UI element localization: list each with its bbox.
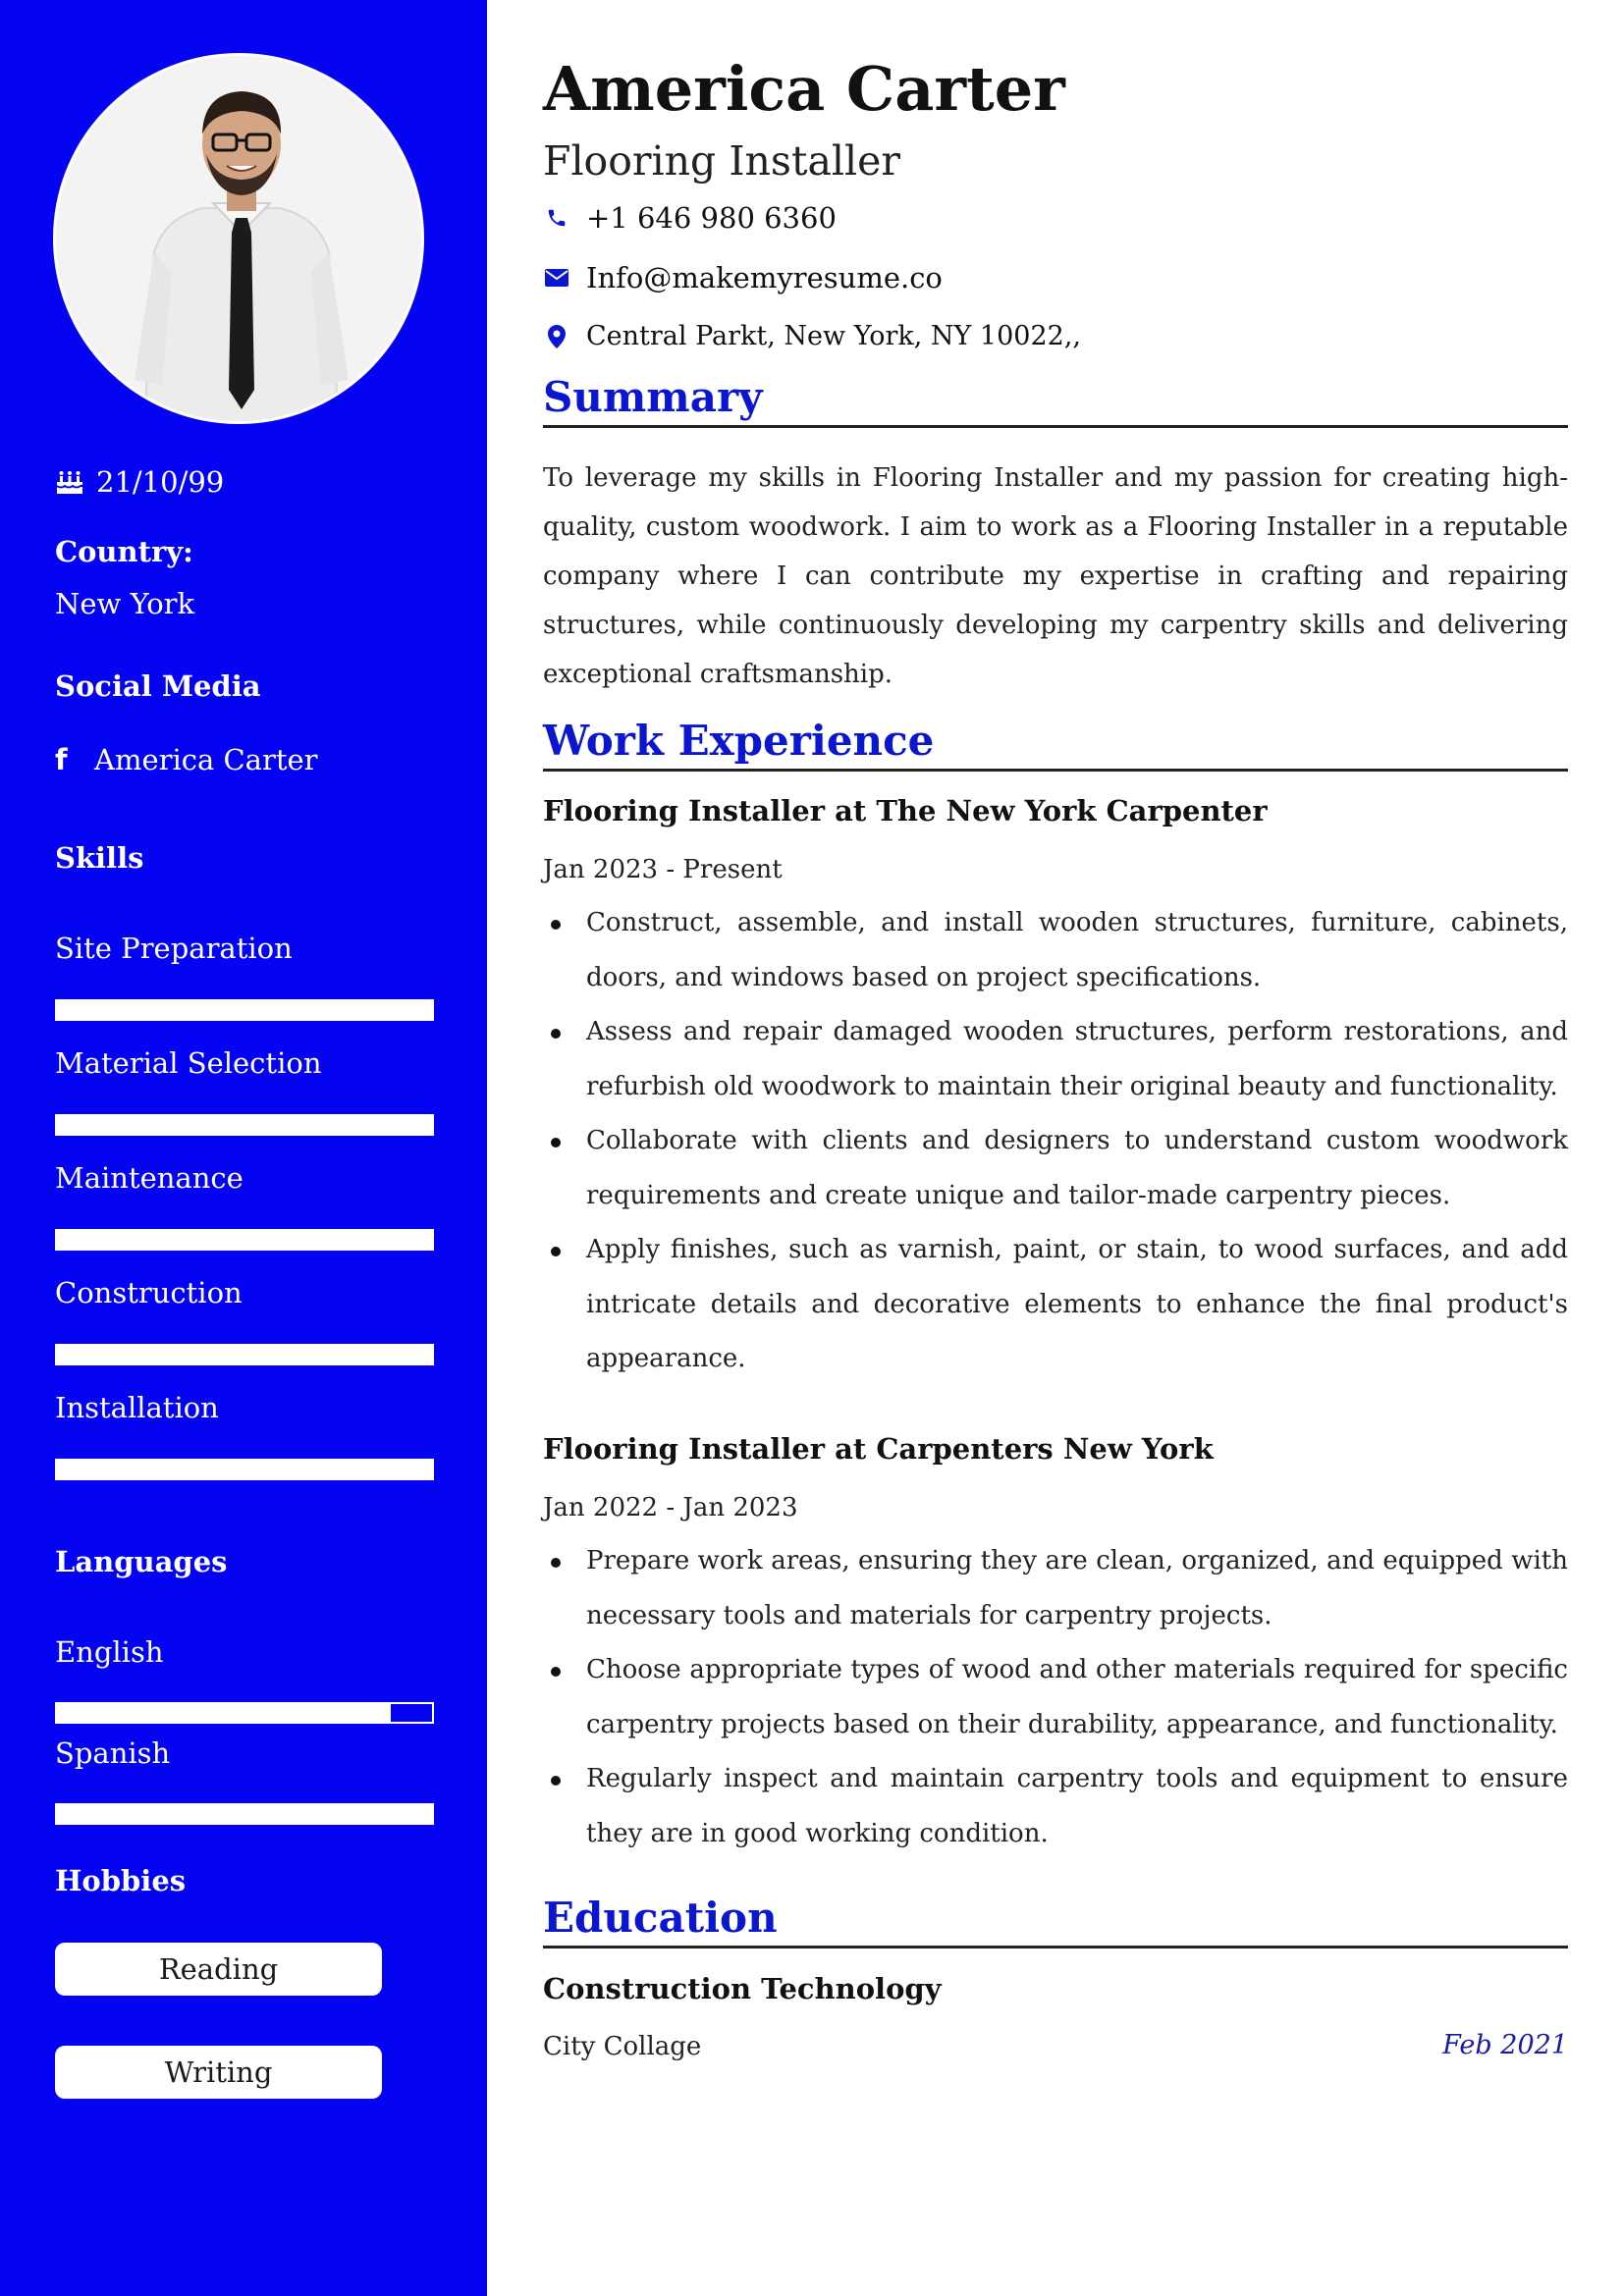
list-item: Apply finishes, such as varnish, paint, or stain, to wood surfaces, and add intricate details and decorative elements to enhance the final product's appearance. (543, 1223, 1568, 1387)
degree-name: Construction Technology (543, 1972, 942, 2005)
job-heading: Flooring Installer at Carpenters New York (543, 1432, 1214, 1466)
sidebar (0, 0, 487, 2296)
skill-label: Material Selection (55, 1046, 322, 1080)
email-value: Info@makemyresume.co (586, 261, 943, 294)
social-name: America Carter (94, 743, 318, 776)
dob-row (55, 465, 224, 499)
phone-icon (543, 204, 570, 232)
skill-label: Maintenance (55, 1161, 243, 1195)
list-item: Collaborate with clients and designers to understand custom woodwork requirements and create unique and tailor-made carpentry pieces. (543, 1114, 1568, 1223)
skill-bar (55, 1344, 434, 1365)
birthday-cake-icon (55, 468, 84, 496)
country-value: New York (55, 587, 195, 620)
language-level-bar (55, 1702, 434, 1724)
hobby-tag: Writing (55, 2046, 382, 2099)
email-row[interactable] (543, 261, 943, 294)
summary-heading: Summary (543, 373, 1568, 428)
address-row (543, 321, 1081, 351)
list-item: Regularly inspect and maintain carpentry tools and equipment to ensure they are in good working condition. (543, 1752, 1568, 1861)
list-item: Choose appropriate types of wood and other materials required for specific carpentry projects based on their durability, appearance, and functionality. (543, 1643, 1568, 1752)
job-dates: Jan 2023 - Present (543, 855, 783, 884)
address-value: Central Parkt, New York, NY 10022,, (586, 321, 1081, 351)
profile-photo (53, 53, 424, 424)
job-dates: Jan 2022 - Jan 2023 (543, 1493, 798, 1522)
social-media-heading: Social Media (55, 669, 261, 703)
envelope-icon (543, 264, 570, 292)
skill-bar (55, 1229, 434, 1251)
language-level-fill (57, 1704, 391, 1722)
education-heading: Education (543, 1894, 1568, 1949)
language-label: English (55, 1635, 164, 1669)
job-heading: Flooring Installer at The New York Carpenter (543, 794, 1268, 828)
skill-label: Installation (55, 1391, 219, 1424)
hobbies-heading: Hobbies (55, 1864, 187, 1897)
summary-text: To leverage my skills in Flooring Installer and my passion for creating high-quality, custom woodwork. I aim to work as a Flooring Installer in a reputable company where I can contribute my expertise in crafting and repairing structures, while continuously developing my carpentry skills and delivering exceptional craftsmanship. (543, 463, 1568, 689)
school-name: City Collage (543, 2032, 702, 2061)
list-item: Construct, assemble, and install wooden structures, furniture, cabinets, doors, and windows based on project specifications. (543, 896, 1568, 1005)
candidate-name: America Carter (543, 53, 1065, 125)
phone-row (543, 201, 837, 235)
dob-value: 21/10/99 (96, 465, 225, 499)
hobby-tag: Reading (55, 1943, 382, 1996)
skill-label: Construction (55, 1276, 243, 1309)
social-link-facebook[interactable] (55, 743, 318, 776)
skill-bar (55, 1114, 434, 1136)
facebook-icon: f (55, 743, 68, 776)
list-item: Assess and repair damaged wooden structures, perform restorations, and refurbish old woodwork to maintain their original beauty and functionality. (543, 1005, 1568, 1114)
skill-label: Site Preparation (55, 932, 293, 965)
language-level-fill (57, 1805, 432, 1823)
country-label: Country: (55, 535, 193, 568)
job-title: Flooring Installer (543, 137, 900, 185)
language-level-bar (55, 1803, 434, 1825)
location-pin-icon (543, 323, 570, 350)
work-experience-heading: Work Experience (543, 717, 1568, 772)
job-bullets (543, 896, 1568, 1387)
education-date: Feb 2021 (1442, 2030, 1568, 2060)
languages-heading: Languages (55, 1545, 228, 1578)
phone-value: +1 646 980 6360 (586, 201, 837, 235)
list-item: Prepare work areas, ensuring they are clean, organized, and equipped with necessary tools and materials for carpentry projects. (543, 1534, 1568, 1643)
skill-bar (55, 999, 434, 1021)
skills-heading: Skills (55, 841, 144, 875)
language-label: Spanish (55, 1736, 171, 1770)
job-bullets (543, 1534, 1568, 1861)
person-illustration (56, 56, 424, 424)
skill-bar (55, 1459, 434, 1480)
